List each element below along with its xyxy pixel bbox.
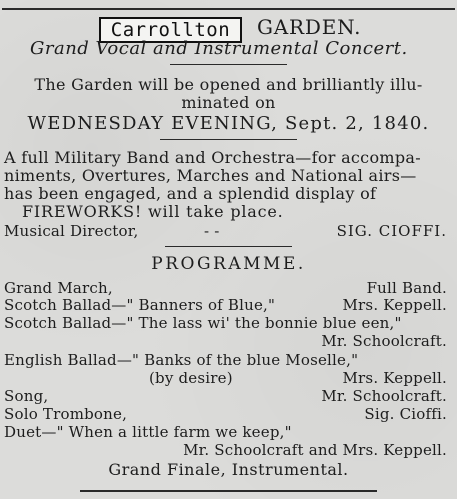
programme-performer: Mrs. Keppell. (342, 369, 447, 387)
band-line-4: FIREWORKS! will take place. (22, 202, 284, 221)
bottom-rule (80, 490, 377, 492)
programme-piece: Grand March, (4, 279, 113, 297)
programme-piece: Duet—" When a little farm we keep," (4, 423, 292, 441)
programme-piece: Song, (4, 387, 49, 405)
place-name-stamp: Carrollton (99, 17, 242, 43)
programme-piece: Scotch Ballad—" The lass wi' the bonnie blue een," (4, 314, 402, 332)
short-divider-3 (165, 246, 292, 247)
event-date: WEDNESDAY EVENING, Sept. 2, 1840. (27, 113, 430, 134)
programme-performer: Mr. Schoolcraft. (321, 387, 447, 405)
short-divider (170, 64, 287, 65)
grand-finale: Grand Finale, Instrumental. (108, 460, 349, 479)
top-rule (2, 8, 455, 10)
band-line-2: niments, Overtures, Marches and National airs— (4, 166, 417, 185)
programme-performer: Mrs. Keppell. (342, 296, 447, 314)
opening-line-2: minated on (181, 93, 276, 112)
programme-performer: Sig. Cioffi. (364, 405, 447, 423)
director-dashes: - - (204, 222, 220, 240)
programme-heading: PROGRAMME. (151, 254, 306, 274)
band-line-3: has been engaged, and a splendid display of (4, 184, 377, 203)
opening-line-1: The Garden will be opened and brilliantly illu- (34, 75, 423, 94)
short-divider-2 (160, 139, 297, 140)
programme-performer: Mr. Schoolcraft and Mrs. Keppell. (183, 441, 447, 459)
director-label: Musical Director, (4, 222, 139, 240)
band-line-1: A full Military Band and Orchestra—for accompa- (4, 148, 421, 167)
concert-subtitle: Grand Vocal and Instrumental Concert. (30, 38, 408, 59)
programme-note: (by desire) (149, 369, 233, 387)
programme-performer: Full Band. (366, 279, 447, 297)
programme-performer: Mr. Schoolcraft. (321, 332, 447, 350)
programme-piece: Solo Trombone, (4, 405, 128, 423)
title-garden: GARDEN. (257, 15, 362, 39)
programme-piece: Scotch Ballad—" Banners of Blue," (4, 296, 276, 314)
director-name: SIG. CIOFFI. (336, 222, 447, 240)
programme-piece: English Ballad—" Banks of the blue Moselle," (4, 351, 359, 369)
